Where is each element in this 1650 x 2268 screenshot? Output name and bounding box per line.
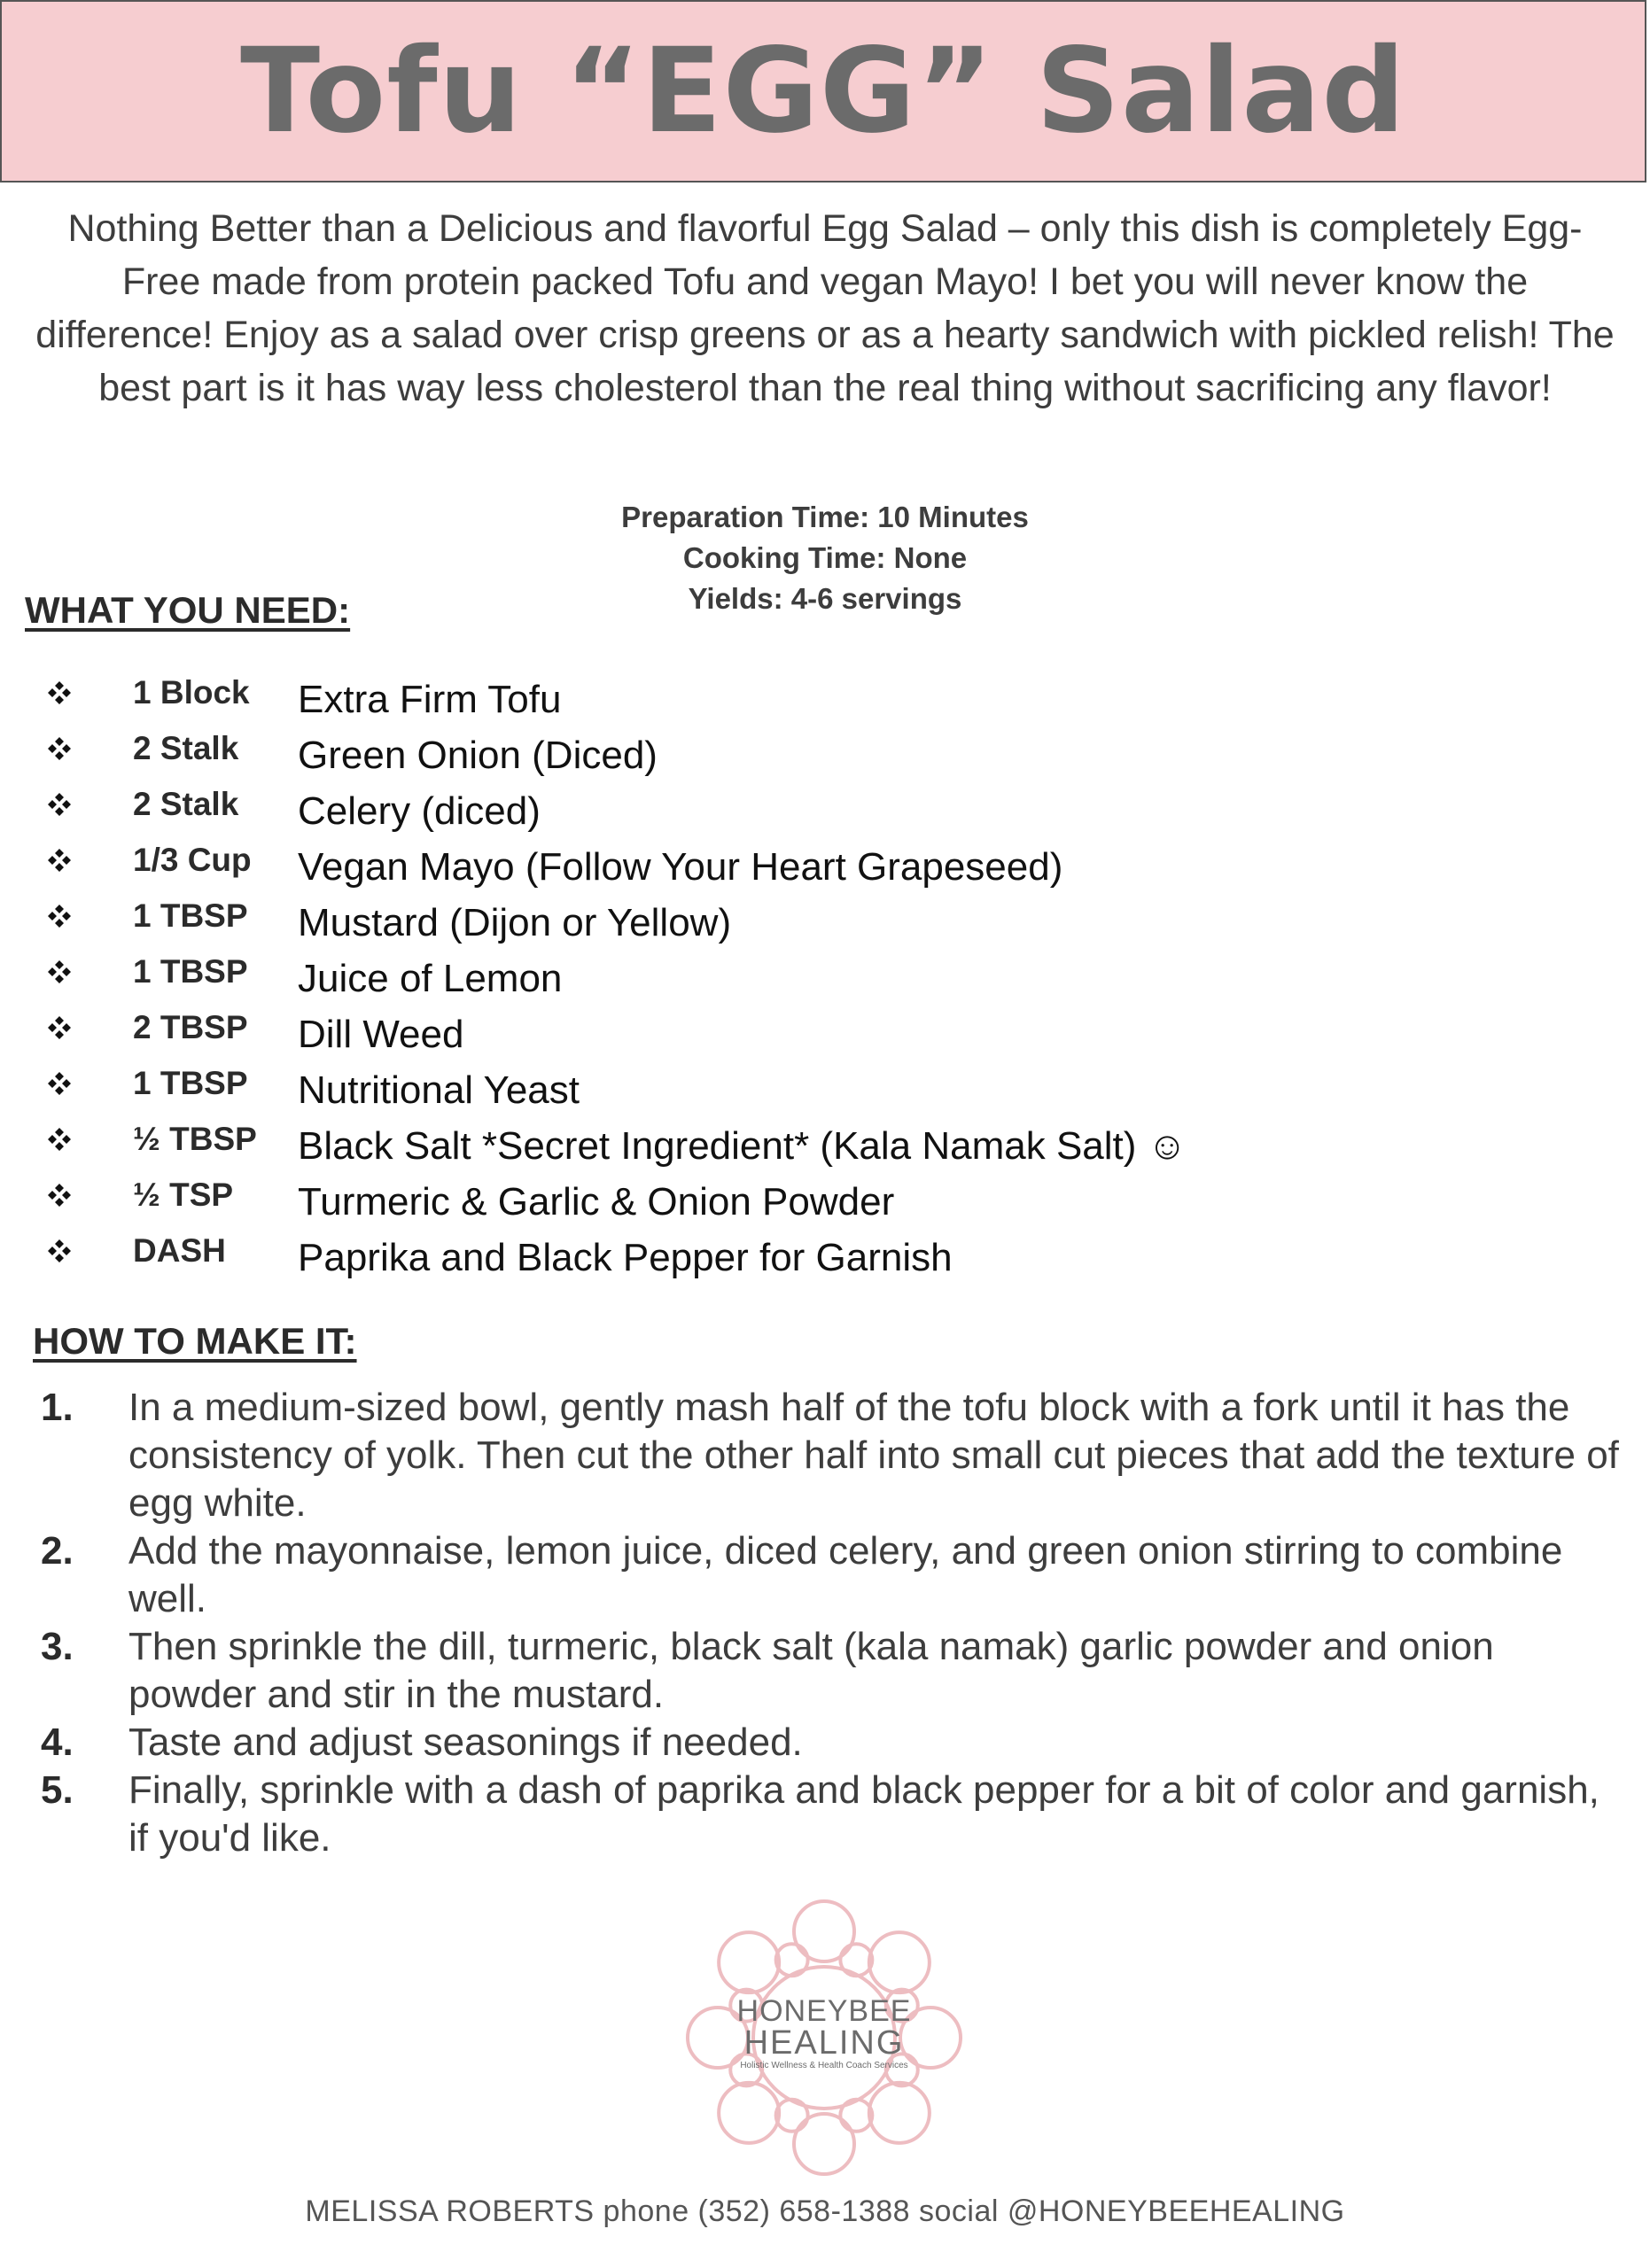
ingredient-name: Mustard (Dijon or Yellow): [298, 901, 732, 944]
ingredient-quantity: 1 TBSP: [133, 897, 248, 934]
ingredient-item: [35, 1229, 1542, 1285]
yields: Yields: 4-6 servings: [688, 582, 962, 615]
diamond-bullet-icon: [48, 1239, 71, 1262]
ingredient-name: Paprika and Black Pepper for Garnish: [298, 1236, 953, 1279]
ingredient-item: [35, 1117, 1542, 1173]
ingredient-quantity: ½ TSP: [133, 1177, 234, 1213]
ingredient-quantity: DASH: [133, 1232, 226, 1269]
diamond-bullet-icon: [48, 1072, 71, 1095]
cook-time: Cooking Time: None: [682, 541, 968, 574]
step-text: Finally, sprinkle with a dash of paprika and black pepper for a bit of color and garnish, if you'd like.: [128, 1768, 1599, 1860]
ingredient-item: [35, 671, 1542, 726]
ingredient-quantity: 1 TBSP: [133, 1065, 248, 1101]
diamond-bullet-icon: [48, 905, 71, 928]
ingredient-quantity: 2 Stalk: [133, 730, 239, 766]
ingredient-name: Extra Firm Tofu: [298, 678, 562, 721]
ingredient-quantity: 2 TBSP: [133, 1009, 248, 1045]
step-item: [35, 1527, 1622, 1623]
ingredient-name: Celery (diced): [298, 789, 541, 833]
honeybee-healing-logo: [678, 1891, 970, 2184]
diamond-bullet-icon: [48, 1184, 71, 1207]
diamond-bullet-icon: [48, 1016, 71, 1039]
diamond-bullet-icon: [48, 737, 71, 760]
diamond-bullet-icon: [48, 849, 71, 872]
step-number: 4.: [41, 1720, 74, 1764]
prep-time: Preparation Time: 10 Minutes: [621, 501, 1029, 533]
ingredient-item: [35, 1061, 1542, 1117]
ingredient-item: [35, 894, 1542, 950]
diamond-bullet-icon: [48, 1128, 71, 1151]
ingredients-heading: WHAT YOU NEED:: [25, 589, 351, 631]
title-banner: [0, 0, 1646, 183]
step-number: 3.: [41, 1625, 74, 1668]
ingredient-quantity: 1 TBSP: [133, 953, 248, 990]
ingredient-item: [35, 838, 1542, 894]
ingredient-name: Green Onion (Diced): [298, 734, 658, 777]
ingredient-quantity: ½ TBSP: [133, 1121, 257, 1157]
ingredient-list: [35, 671, 1542, 1285]
ingredient-name: Vegan Mayo (Follow Your Heart Grapeseed): [298, 845, 1063, 889]
ingredient-name: Black Salt *Secret Ingredient* (Kala Namak Salt) ☺: [298, 1124, 1187, 1168]
step-item: [35, 1767, 1622, 1862]
ingredient-quantity: 1 Block: [133, 674, 250, 711]
step-number: 5.: [41, 1768, 74, 1812]
ingredient-name: Nutritional Yeast: [298, 1068, 580, 1112]
logo-line-2: HEALING: [743, 2024, 905, 2062]
ingredient-item: [35, 950, 1542, 1006]
step-item: [35, 1719, 1622, 1767]
intro-paragraph: Nothing Better than a Delicious and flavorful Egg Salad – only this dish is completely Egg-Free made from protein packed Tofu and vegan Mayo! I bet you will never know the difference! Enjoy as a salad over crisp greens or as a hearty sandwich with pickled relish! The best part is it has way less cholesterol than the real thing without sacrificing any flavor!: [35, 207, 1615, 409]
page-title: Tofu “EGG” Salad: [240, 23, 1406, 159]
ingredient-item: [35, 726, 1542, 782]
step-item: [35, 1623, 1622, 1719]
ingredient-name: Dill Weed: [298, 1013, 464, 1056]
step-list: [35, 1384, 1622, 1862]
ingredient-quantity: 1/3 Cup: [133, 842, 252, 878]
ingredient-name: Turmeric & Garlic & Onion Powder: [298, 1180, 895, 1223]
diamond-bullet-icon: [48, 793, 71, 816]
ingredient-quantity: 2 Stalk: [133, 786, 239, 822]
step-item: [35, 1384, 1622, 1527]
logo-line-1: HONEYBEE: [736, 1994, 912, 2028]
step-text: Then sprinkle the dill, turmeric, black salt (kala namak) garlic powder and onion powder and stir in the mustard.: [128, 1625, 1494, 1716]
step-text: In a medium-sized bowl, gently mash half of the tofu block with a fork until it has the consistency of yolk. Then cut the other half into small cut pieces that add the texture of egg white.: [128, 1386, 1619, 1525]
diamond-bullet-icon: [48, 681, 71, 704]
step-text: Taste and adjust seasonings if needed.: [128, 1720, 803, 1764]
footer-contact: MELISSA ROBERTS phone (352) 658-1388 social @HONEYBEEHEALING: [305, 2194, 1345, 2228]
diamond-bullet-icon: [48, 960, 71, 983]
ingredient-item: [35, 782, 1542, 838]
step-number: 1.: [41, 1386, 74, 1429]
logo-tagline: Holistic Wellness & Health Coach Services: [740, 2061, 908, 2070]
step-number: 2.: [41, 1529, 74, 1573]
steps-heading: HOW TO MAKE IT:: [33, 1320, 357, 1362]
ingredient-name: Juice of Lemon: [298, 957, 563, 1000]
step-text: Add the mayonnaise, lemon juice, diced celery, and green onion stirring to combine well.: [128, 1529, 1563, 1620]
ingredient-item: [35, 1006, 1542, 1061]
ingredient-item: [35, 1173, 1542, 1229]
